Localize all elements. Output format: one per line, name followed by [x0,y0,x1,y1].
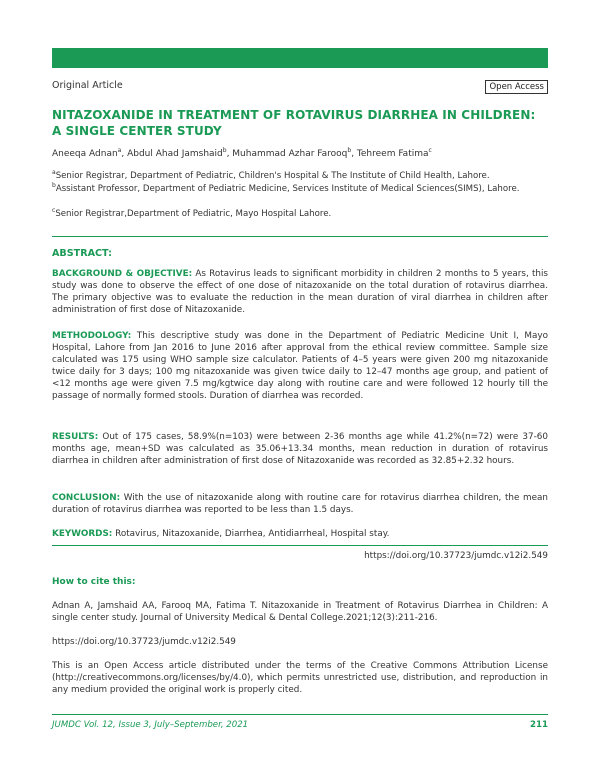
abstract-label: ABSTRACT: [52,248,112,259]
abstract-conclusion [52,492,548,516]
citation-text: Adnan A, Jamshaid AA, Farooq MA, Fatima T. Nitazoxanide in Treatment of Rotavirus Diarrhea in Children: A single center study. Journal of University Medical & Dental College.2021;12(3):211-216. [52,601,548,623]
license-text: This is an Open Access article distributed under the terms of the Creative Commons Attribution License (http://creativecommons.org/licenses/by/4.0), which permits unrestricted use, distribution, and reproduction in any medium provided the original work is properly cited. [52,661,548,695]
open-access-badge: Open Access [485,80,548,94]
doi-link[interactable]: https://doi.org/10.37723/jumdc.v12i2.549 [364,551,548,561]
header-band [52,48,548,68]
section-heading: KEYWORDS: [52,529,113,539]
affiliation-text: Senior Registrar, Department of Pediatric, Children's Hospital & The Institute of Child Health, Lahore. [55,171,490,181]
affiliation [52,170,548,182]
abstract-keywords [52,528,548,540]
meta-row [52,80,548,94]
author-list: Aneeqa Adnan$^a$, Abdul Ahad Jamshaid$^b$, Muhammad Azhar Farooq$^b$, Tehreem Fatima$^c$ [52,147,432,159]
abstract-bottom-rule [52,545,548,546]
affiliation [52,208,548,220]
author-name: Muhammad Azhar Farooq [232,149,348,159]
affiliation-sup: b [52,182,56,190]
section-text: With the use of nitazoxanide along with routine care for rotavirus diarrhea children, the mean duration of rotavirus diarrhea was reported to be less than 1.5 days. [52,493,548,515]
affiliation-text: Senior Registrar,Department of Pediatric, Mayo Hospital Lahore. [55,209,332,219]
abstract-top-rule [52,236,548,237]
abstract-background [52,268,548,316]
author-sup: a [117,147,122,154]
section-text: As Rotavirus leads to significant morbidity in children 2 months to 5 years, this study was done to observe the effect of one dose of nitazoxanide on the total duration of rotavirus diarrhea. The primary objective was to evaluate the reduction in the mean duration of viral diarrhea in children after administration of first dose of Nitazoxanide. [52,269,548,315]
footer-rule [52,714,548,715]
abstract-results [52,431,548,467]
author-sup: b [222,147,227,154]
author-sup: c [428,147,432,154]
author-sup: b [347,147,352,154]
section-text: Out of 175 cases, 58.9%(n=103) were between 2-36 months age while 41.2%(n=72) were 37-60 months age, mean+SD was calculated as 35.06+13.34 months, mean reduction in duration of rotavirus diarrhea in children after administration of first dose of Nitazoxanide was recorded as 32.85+2.32 hours. [52,432,548,466]
citation-doi-link[interactable]: https://doi.org/10.37723/jumdc.v12i2.549 [52,637,236,647]
page-number: 211 [530,720,548,730]
section-text: This descriptive study was done in the Department of Pediatric Medicine Unit I, Mayo Hospital, Lahore from Jan 2016 to June 2016 after approval from the ethical review committee. Sample size calculated was 175 using WHO sample size calculator. Patients of 4–5 years were given 200 mg nitazoxanide twice daily for 3 days; 100 mg nitazoxanide was given twice daily to 12–47 months age group, and patient of <12 months age were given 7.5 mg/kgtwice day along with routine care and were followed 12 hourly till the passage of normally formed stools. Duration of diarrhea was recorded. [52,331,548,401]
affiliation-sup: c [52,207,56,215]
abstract-methodology [52,330,548,402]
cite-label: How to cite this: [52,577,136,587]
section-heading: RESULTS: [52,432,99,442]
affiliation-sup: a [52,169,56,177]
author-name: Tehreem Fatima [356,149,429,159]
affiliation-text: Assistant Professor, Department of Pediatric Medicine, Services Institute of Medical Sciences(SIMS), Lahore. [55,184,520,194]
section-heading: METHODOLOGY: [52,331,132,341]
section-text: Rotavirus, Nitazoxanide, Diarrhea, Antidiarrheal, Hospital stay. [112,529,390,539]
journal-footer: JUMDC Vol. 12, Issue 3, July–September, 2021 [52,720,249,730]
author-name: Aneeqa Adnan [52,149,118,159]
affiliation [52,183,548,195]
article-title: NITAZOXANIDE IN TREATMENT OF ROTAVIRUS DIARRHEA IN CHILDREN: A SINGLE CENTER STUDY [52,108,536,138]
section-heading: CONCLUSION: [52,493,121,503]
article-type: Original Article [52,80,123,91]
section-heading: BACKGROUND & OBJECTIVE: [52,269,193,279]
author-name: Abdul Ahad Jamshaid [127,149,223,159]
